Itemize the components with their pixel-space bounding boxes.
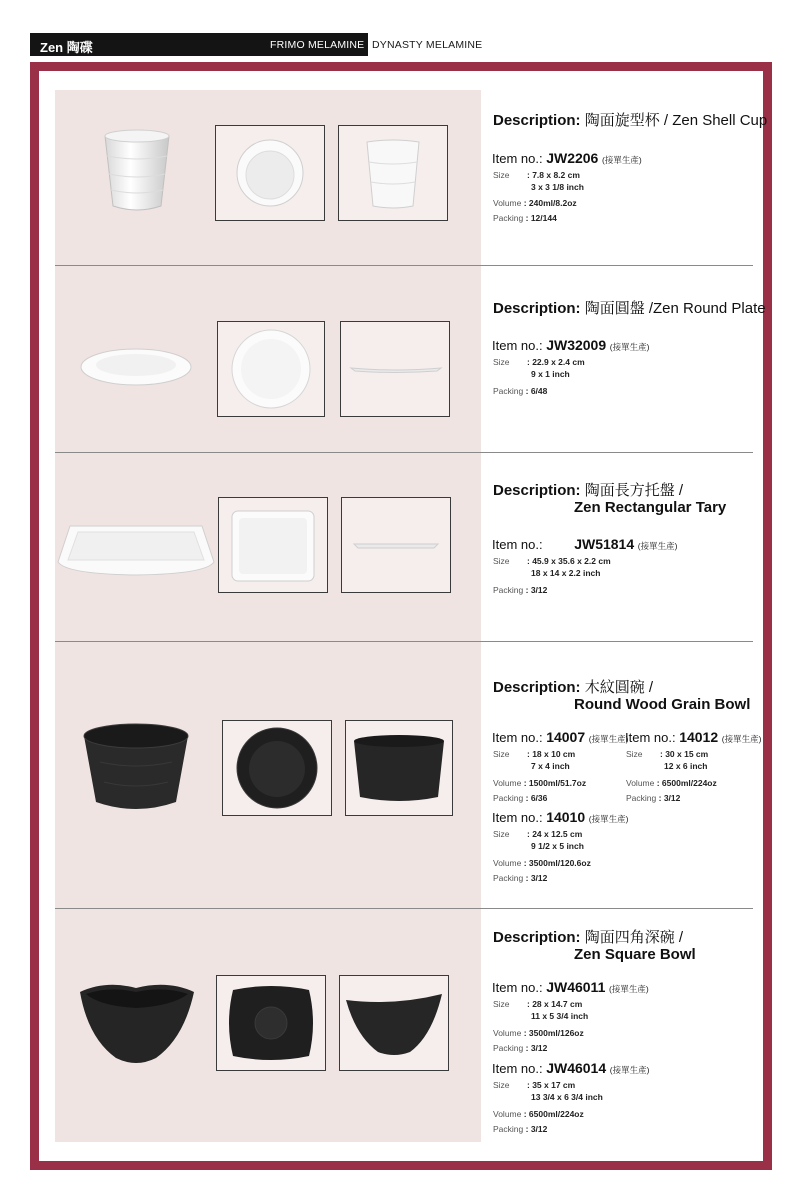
rectangular-tray-photo: [56, 522, 216, 578]
section-divider: [55, 265, 753, 266]
item-specs: Size : 22.9 x 2.4 cm 9 x 1 inch Packing : 6/48: [493, 357, 585, 396]
wood-grain-bowl-top-view: [222, 720, 332, 816]
header-bar: [30, 33, 368, 56]
product-description: Description: 木紋圓碗 / Round Wood Grain Bowl: [493, 679, 751, 713]
brand-title: Zen 陶碟: [40, 40, 93, 55]
rectangular-tray-top-view: [218, 497, 328, 593]
item-specs: Size : 30 x 15 cm 12 x 6 inch Volume : 6500ml/224oz Packing : 3/12: [626, 749, 717, 803]
item-specs: Size : 24 x 12.5 cm 9 1/2 x 5 inch Volume : 3500ml/120.6oz Packing : 3/12: [493, 829, 591, 883]
product-description: Description: 陶面四角深碗 / Zen Square Bowl: [493, 929, 696, 963]
item-number: Item no.: 14007 (接單生產): [492, 729, 629, 745]
item-specs: Size : 18 x 10 cm 7 x 4 inch Volume : 1500ml/51.7oz Packing : 6/36: [493, 749, 587, 803]
item-number: Item no.: JW46014 (接單生產): [492, 1060, 650, 1076]
item-number: Item no.: JW51814 (接單生產): [492, 536, 678, 552]
item-number: Item no.: JW46011 (接單生產): [492, 979, 649, 995]
wood-grain-bowl-side-view: [345, 720, 453, 816]
item-specs: Size : 7.8 x 8.2 cm 3 x 3 1/8 inch Volume : 240ml/8.2oz Packing : 12/144: [493, 170, 584, 223]
round-plate-photo: [78, 345, 194, 389]
series-tab-frimo[interactable]: FRIMO MELAMINE: [270, 39, 365, 51]
product-description: Description: 陶面旋型杯 / Zen Shell Cup: [493, 112, 768, 129]
item-number: Item no.: 14012 (接單生產): [625, 729, 762, 745]
item-number: Item no.: 14010 (接單生產): [492, 809, 629, 825]
section-divider: [55, 452, 753, 453]
round-plate-side-view: [340, 321, 450, 417]
round-plate-top-view: [217, 321, 325, 417]
shell-cup-photo: [97, 126, 177, 216]
square-bowl-top-view: [216, 975, 326, 1071]
shell-cup-side-view: [338, 125, 448, 221]
item-number: Item no.: JW32009 (接單生產): [492, 337, 650, 353]
item-number: Item no.: JW2206 (接單生產): [492, 150, 642, 166]
series-tab-dynasty[interactable]: DYNASTY MELAMINE: [372, 39, 483, 51]
section-divider: [55, 641, 753, 642]
item-specs: Size : 35 x 17 cm 13 3/4 x 6 3/4 inch Volume : 6500ml/224oz Packing : 3/12: [493, 1080, 603, 1134]
wood-grain-bowl-photo: [80, 722, 192, 816]
product-description: Description: 陶面圓盤 /Zen Round Plate: [493, 300, 766, 317]
square-bowl-side-view: [339, 975, 449, 1071]
rectangular-tray-side-view: [341, 497, 451, 593]
shell-cup-top-view: [215, 125, 325, 221]
product-description: Description: 陶面長方托盤 / Zen Rectangular Tary: [493, 482, 727, 516]
section-divider: [55, 908, 753, 909]
square-bowl-photo: [76, 978, 198, 1068]
item-specs: Size : 45.9 x 35.6 x 2.2 cm 18 x 14 x 2.2 inch Packing : 3/12: [493, 556, 611, 595]
item-specs: Size : 28 x 14.7 cm 11 x 5 3/4 inch Volume : 3500ml/126oz Packing : 3/12: [493, 999, 589, 1053]
